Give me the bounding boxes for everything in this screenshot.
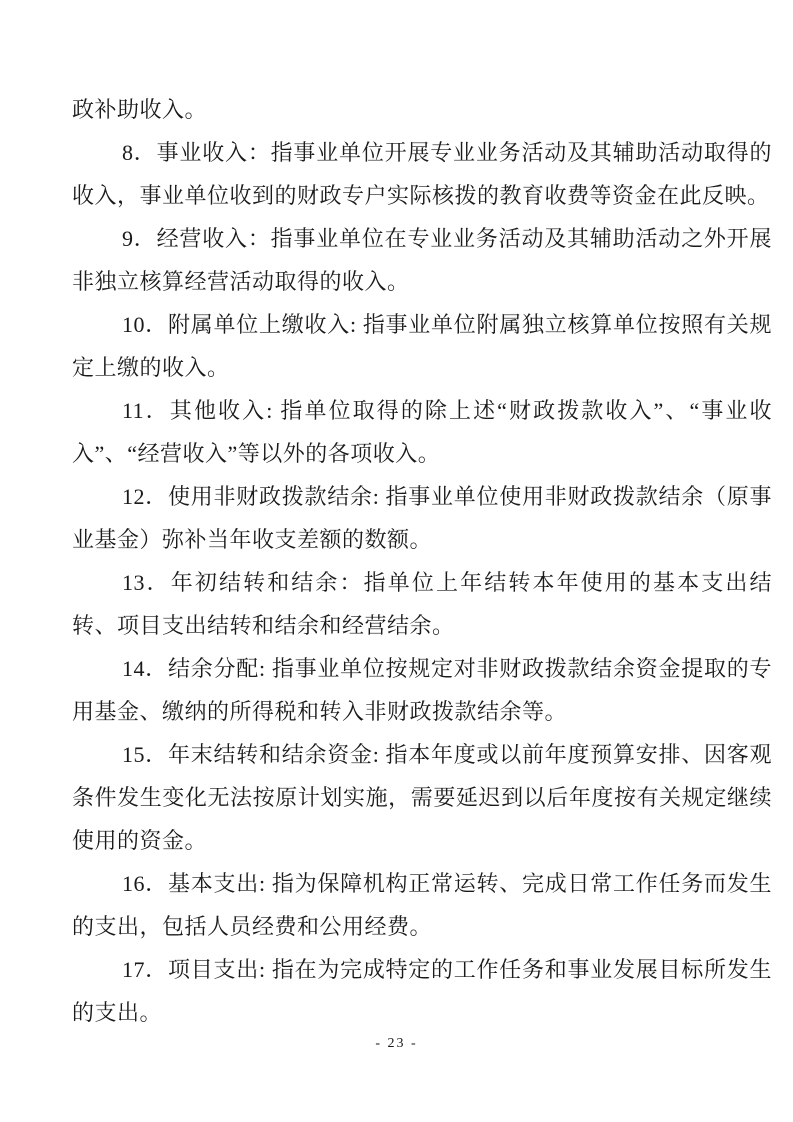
glossary-item-8-shiye-shouru: 8．事业收入：指事业单位开展专业业务活动及其辅助活动取得的收入，事业单位收到的财政专户实际核拨的教育收费等资金在此反映。 <box>72 140 772 208</box>
document-body <box>72 88 772 1034</box>
glossary-item-9-jingying-shouru: 9．经营收入：指事业单位在专业业务活动及其辅助活动之外开展非独立核算经营活动取得的收入。 <box>72 226 772 294</box>
glossary-item-15-nianmo-jiezhuan: 15．年末结转和结余资金: 指本年度或以前年度预算安排、因客观条件发生变化无法按原计划实施，需要延迟到以后年度按有关规定继续使用的资金。 <box>72 742 772 853</box>
glossary-item-11-qita-shouru: 11．其他收入: 指单位取得的除上述“财政拨款收入”、“事业收入”、“经营收入”等以外的各项收入。 <box>72 398 772 466</box>
glossary-item-17-xiangmu-zhichu: 17．项目支出: 指在为完成特定的工作任务和事业发展目标所发生的支出。 <box>72 957 772 1025</box>
paragraph-continuation: 政补助收入。 <box>72 97 208 122</box>
page-number: - 23 - <box>375 1036 418 1051</box>
glossary-item-16-jiben-zhichu: 16．基本支出: 指为保障机构正常运转、完成日常工作任务而发生的支出，包括人员经费和公用经费。 <box>72 871 772 939</box>
glossary-item-14-jieyu-fenpei: 14．结余分配: 指事业单位按规定对非财政拨款结余资金提取的专用基金、缴纳的所得税和转入非财政拨款结余等。 <box>72 656 772 724</box>
glossary-item-10-fushu-danwei: 10．附属单位上缴收入: 指事业单位附属独立核算单位按照有关规定上缴的收入。 <box>72 312 772 380</box>
glossary-item-13-nianchu-jiezhuan: 13．年初结转和结余：指单位上年结转本年使用的基本支出结转、项目支出结转和结余和经营结余。 <box>72 570 772 638</box>
glossary-item-12-shiyong-fei-caizheng: 12．使用非财政拨款结余: 指事业单位使用非财政拨款结余（原事业基金）弥补当年收支差额的数额。 <box>72 484 772 552</box>
